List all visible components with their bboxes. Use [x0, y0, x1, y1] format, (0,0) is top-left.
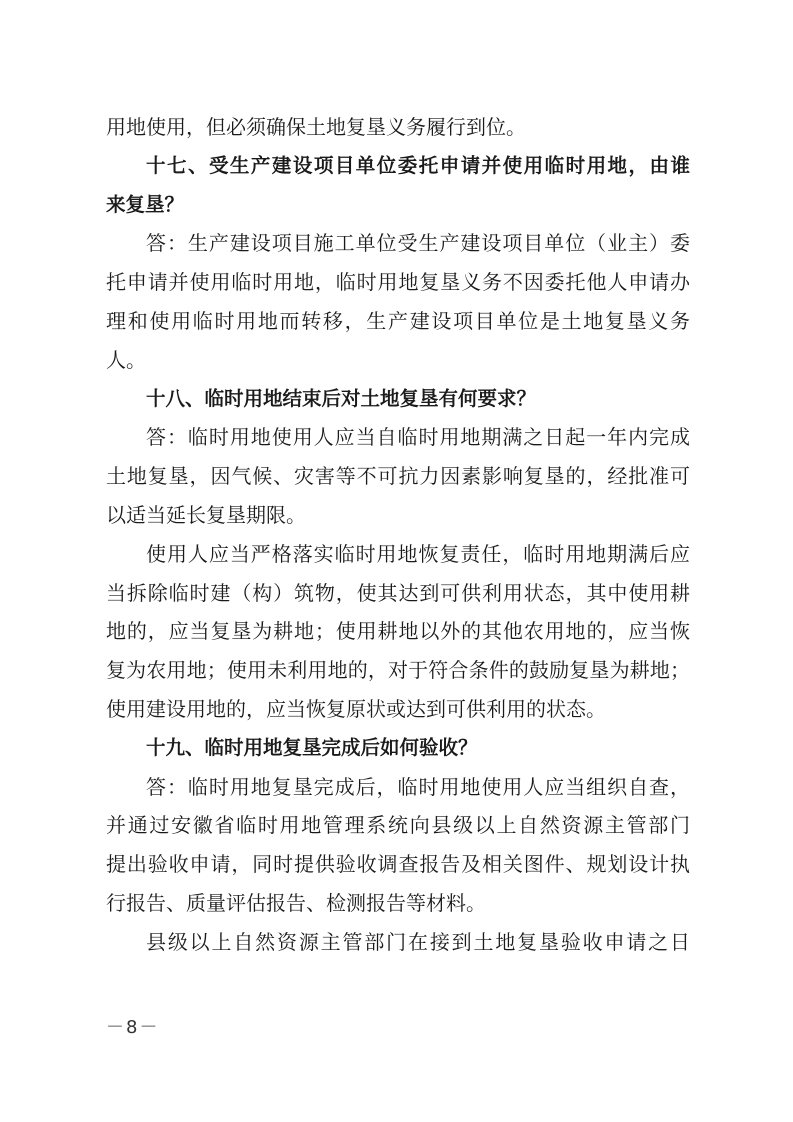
paragraph-line: 县级以上自然资源主管部门在接到土地复垦验收申请之日 — [146, 929, 690, 954]
paragraph-line: 地的，应当复垦为耕地；使用耕地以外的其他农用地的，应当恢 — [106, 619, 690, 644]
paragraph-line: 理和使用临时用地而转移，生产建设项目单位是土地复垦义务 — [106, 308, 690, 333]
paragraph-line: 行报告、质量评估报告、检测报告等材料。 — [106, 890, 486, 915]
paragraph-line: 使用建设用地的，应当恢复原状或达到可供利用的状态。 — [106, 696, 606, 721]
paragraph-line: 人。 — [106, 347, 146, 372]
paragraph-line: 复为农用地；使用未利用地的，对于符合条件的鼓励复垦为耕地； — [106, 658, 690, 683]
section-heading-line: 十九、临时用地复垦完成后如何验收？ — [146, 735, 478, 759]
paragraph-line: 并通过安徽省临时用地管理系统向县级以上自然资源主管部门 — [106, 813, 690, 838]
paragraph-line: 托申请并使用临时用地，临时用地复垦义务不因委托他人申请办 — [106, 270, 690, 295]
paragraph-line: 用地使用，但必须确保土地复垦义务履行到位。 — [106, 115, 526, 139]
paragraph-line: 答：临时用地复垦完成后，临时用地使用人应当组织自查， — [146, 774, 690, 799]
paragraph-line: 当拆除临时建（构）筑物，使其达到可供利用状态，其中使用耕 — [106, 580, 690, 605]
section-heading-line: 来复垦？ — [106, 192, 185, 216]
paragraph-line: 使用人应当严格落实临时用地恢复责任，临时用地期满后应 — [146, 541, 690, 566]
section-heading-line: 十七、受生产建设项目单位委托申请并使用临时用地，由谁 — [146, 153, 690, 177]
paragraph-line: 答：生产建设项目施工单位受生产建设项目单位（业主）委 — [146, 231, 690, 256]
paragraph-line: 土地复垦，因气候、灾害等不可抗力因素影响复垦的，经批准可 — [106, 464, 690, 489]
document-body — [106, 108, 690, 962]
paragraph-line: 答：临时用地使用人应当自临时用地期满之日起一年内完成 — [146, 425, 690, 450]
page-number: －8－ — [106, 1017, 160, 1038]
paragraph-line: 提出验收申请，同时提供验收调查报告及相关图件、规划设计执 — [106, 852, 690, 877]
paragraph-line: 以适当延长复垦期限。 — [106, 502, 306, 527]
section-heading-line: 十八、临时用地结束后对土地复垦有何要求？ — [146, 386, 537, 410]
